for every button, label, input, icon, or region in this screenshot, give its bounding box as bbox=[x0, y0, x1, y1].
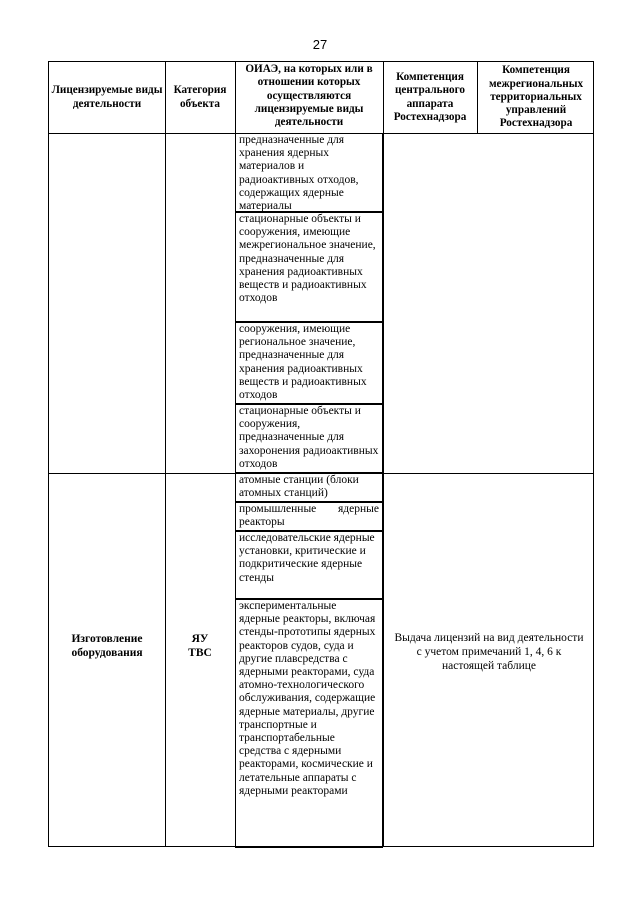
header-activities: Лицензируемые виды деятельности bbox=[51, 84, 163, 110]
object-cell-waste-disposal: стационарные объекты и сооружения, предназначенные для захоронения радиоактивных отходов bbox=[235, 404, 383, 473]
category-nuclear-installations: ЯУ bbox=[191, 633, 209, 645]
category-fuel-assemblies: ТВС bbox=[188, 647, 212, 659]
column-divider bbox=[383, 62, 384, 846]
licensing-table bbox=[48, 61, 594, 847]
activity-equipment-manufacturing: Изготовление оборудования bbox=[71, 633, 143, 659]
header-objects: ОИАЭ, на которых или в отношении которых осуществляются лицензируемые виды деятельности bbox=[245, 63, 373, 129]
object-cell-industrial-reactors: промышленные ядерные реакторы bbox=[235, 502, 383, 531]
central-competence-note: Выдача лицензий на вид деятельности с учетом примечаний 1, 4, 6 к настоящей таблице bbox=[394, 632, 584, 672]
object-cell-experimental-reactors: экспериментальные ядерные реакторы, включая стенды-прототипы ядерных реакторов судов, суда и другие плавсредства с ядерными реакторами, суда атомно-технологического обслуживания, содержащие ядерные материалы, другие транспортные и транспортабельные средства с ядерными реакторами, космические и летательные аппараты с ядерными реакторами bbox=[235, 599, 383, 848]
page-number: 27 bbox=[312, 37, 328, 52]
header-regional-competence: Компетенция межрегиональных территориальных управлений Ростехнадзора bbox=[488, 64, 584, 130]
header-category: Категория объекта bbox=[173, 84, 227, 110]
object-category bbox=[165, 632, 235, 660]
header-central-competence: Компетенция центрального аппарата Ростехнадзора bbox=[393, 70, 467, 123]
object-cell-interregional-storage: стационарные объекты и сооружения, имеющие межрегиональное значение, предназначенные для хранения радиоактивных веществ и радиоактивных отходов bbox=[235, 212, 383, 322]
object-cell-nuclear-plants: атомные станции (блоки атомных станций) bbox=[235, 473, 383, 502]
object-cell-research-installations: исследовательские ядерные установки, критические и подкритические ядерные стенды bbox=[235, 531, 383, 599]
column-divider bbox=[165, 62, 166, 846]
object-cell-storage-nuclear-materials: предназначенные для хранения ядерных материалов и радиоактивных отходов, содержащих ядерные материалы bbox=[235, 133, 383, 212]
object-cell-regional-storage: сооружения, имеющие региональное значение, предназначенные для хранения радиоактивных веществ и радиоактивных отходов bbox=[235, 322, 383, 404]
